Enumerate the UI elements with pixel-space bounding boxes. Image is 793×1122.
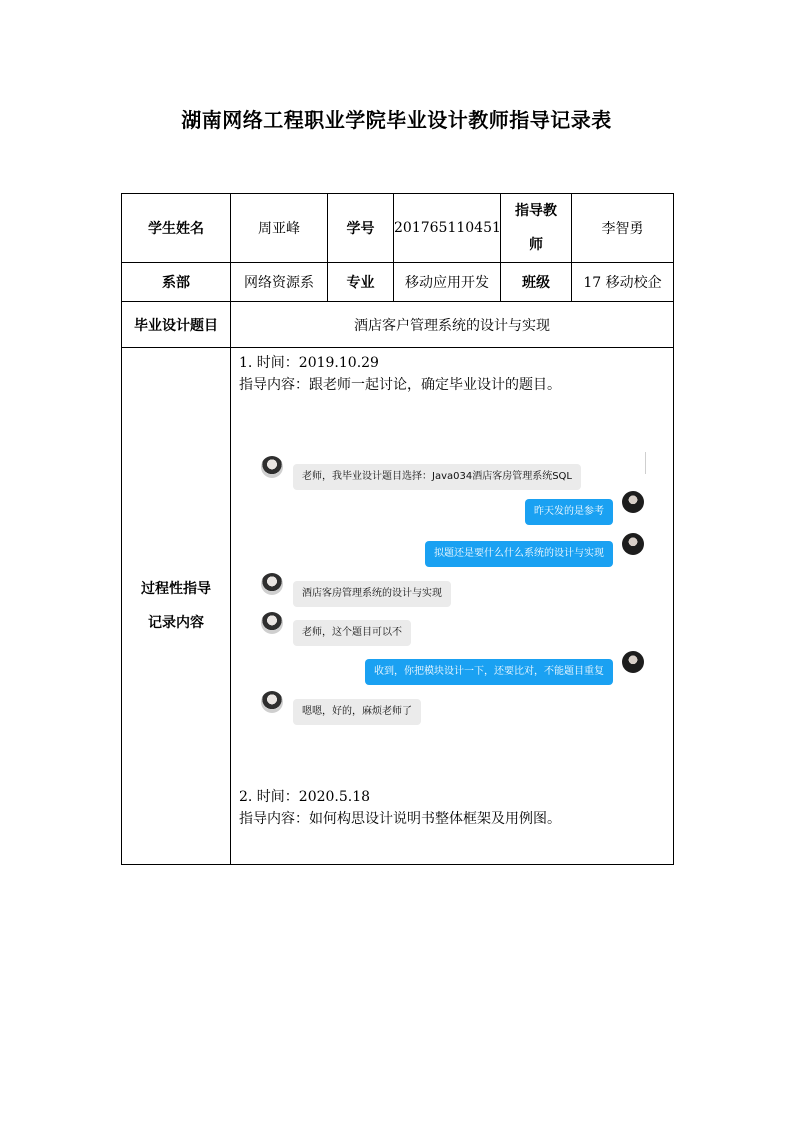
chat-bubble: 昨天发的是参考 bbox=[525, 499, 613, 525]
student-avatar-icon bbox=[261, 456, 283, 478]
record-content-cell bbox=[231, 348, 674, 865]
advisor-label bbox=[501, 194, 572, 263]
table-row bbox=[122, 194, 674, 263]
student-name-label: 学生姓名 bbox=[122, 194, 231, 263]
record-2-content: 指导内容：如何构思设计说明书整体框架及用例图。 bbox=[239, 811, 561, 827]
student-id-value: 201765110451 bbox=[394, 194, 501, 263]
record-content-area bbox=[231, 348, 673, 864]
chat-message-2 bbox=[231, 493, 674, 523]
chat-bubble: 收到，你把模块设计一下，还要比对，不能题目重复 bbox=[365, 659, 613, 685]
record-label-line1: 过程性指导 bbox=[141, 581, 211, 597]
advisor-label-line1: 指导教 bbox=[515, 203, 557, 219]
chat-message-1 bbox=[231, 458, 674, 488]
student-avatar-icon bbox=[261, 573, 283, 595]
record-content-label bbox=[122, 348, 231, 865]
topic-value: 酒店客户管理系统的设计与实现 bbox=[231, 302, 674, 348]
major-label: 专业 bbox=[328, 263, 394, 302]
teacher-avatar-icon bbox=[622, 651, 644, 673]
student-avatar-icon bbox=[261, 612, 283, 634]
table-row bbox=[122, 302, 674, 348]
major-value: 移动应用开发 bbox=[394, 263, 501, 302]
chat-message-6 bbox=[231, 653, 674, 683]
department-value: 网络资源系 bbox=[231, 263, 328, 302]
chat-bubble: 拟题还是要什么什么系统的设计与实现 bbox=[425, 541, 613, 567]
class-label: 班级 bbox=[501, 263, 572, 302]
chat-message-5 bbox=[231, 614, 674, 644]
chat-bubble: 老师，我毕业设计题目选择：Java034酒店客房管理系统SQL bbox=[293, 464, 581, 490]
table-row bbox=[122, 348, 674, 865]
table-row bbox=[122, 263, 674, 302]
topic-label: 毕业设计题目 bbox=[122, 302, 231, 348]
chat-bubble: 老师，这个题目可以不 bbox=[293, 620, 411, 646]
guidance-record-table bbox=[121, 193, 674, 865]
record-1-content: 指导内容：跟老师一起讨论，确定毕业设计的题目。 bbox=[239, 377, 561, 393]
chat-message-4 bbox=[231, 575, 674, 605]
class-value: 17 移动校企 bbox=[572, 263, 674, 302]
department-label: 系部 bbox=[122, 263, 231, 302]
chat-bubble: 嗯嗯，好的，麻烦老师了 bbox=[293, 699, 421, 725]
teacher-avatar-icon bbox=[622, 491, 644, 513]
chat-message-7 bbox=[231, 693, 674, 723]
student-id-label: 学号 bbox=[328, 194, 394, 263]
chat-bubble: 酒店客房管理系统的设计与实现 bbox=[293, 581, 451, 607]
advisor-value: 李智勇 bbox=[572, 194, 674, 263]
student-avatar-icon bbox=[261, 691, 283, 713]
page-title: 湖南网络工程职业学院毕业设计教师指导记录表 bbox=[181, 108, 612, 132]
record-label-line2: 记录内容 bbox=[148, 615, 204, 631]
chat-message-3 bbox=[231, 535, 674, 565]
teacher-avatar-icon bbox=[622, 533, 644, 555]
student-name-value: 周亚峰 bbox=[231, 194, 328, 263]
advisor-label-line2: 师 bbox=[529, 237, 543, 253]
record-1-time: 1. 时间：2019.10.29 bbox=[239, 355, 379, 371]
record-2-time: 2. 时间：2020.5.18 bbox=[239, 789, 371, 805]
